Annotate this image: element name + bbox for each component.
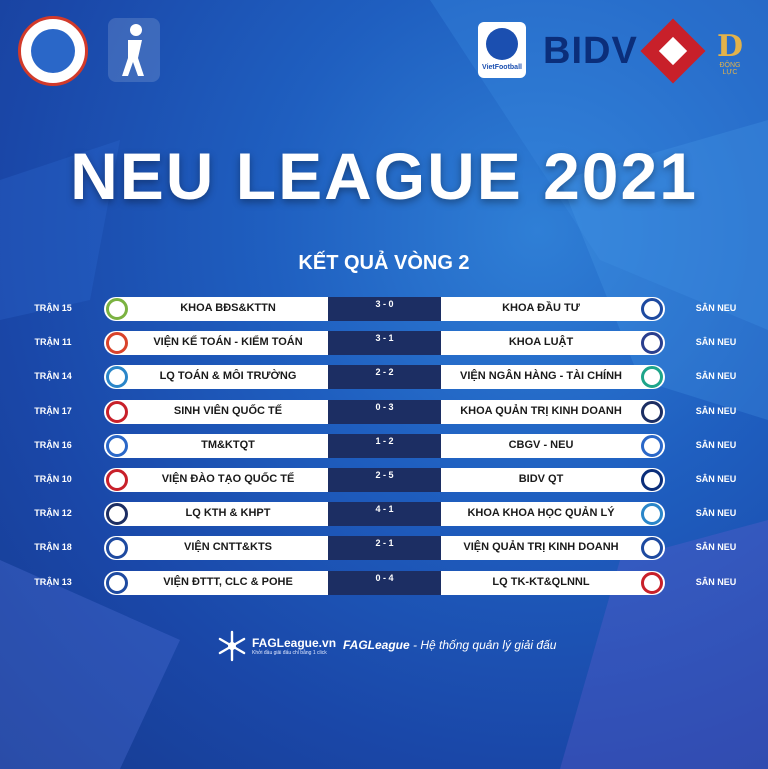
away-team-bar [441,536,665,560]
match-venue: SÂN NEU [695,473,737,484]
away-team-logo-icon [641,332,663,354]
home-team-logo-icon [106,332,128,354]
home-team-name: VIỆN KẾ TOÁN - KIỂM TOÁN [153,336,303,349]
sponsor-logos [0,14,768,94]
fagleague-snowflake-icon [216,630,248,662]
match-venue: SÂN NEU [695,405,737,416]
match-row [0,296,768,330]
away-team-name: CBGV - NEU [508,438,574,451]
home-team-logo-icon [106,401,128,423]
away-team-name: KHOA KHOA HỌC QUẢN LÝ [467,507,615,520]
match-number: TRẬN 12 [34,508,72,519]
score-box [328,571,441,595]
match-number: TRẬN 16 [34,439,72,450]
match-venue: SÂN NEU [695,508,737,519]
match-number: TRẬN 17 [34,405,72,416]
match-number: TRẬN 10 [34,473,72,484]
home-team-name: VIỆN CNTT&KTS [184,541,272,554]
round-subtitle: KẾT QUẢ VÒNG 2 [298,252,470,274]
score-box [328,468,441,492]
match-score: 3 - 1 [375,333,394,344]
home-team-bar [104,400,328,424]
match-row [0,535,768,569]
home-team-logo-icon [106,435,128,457]
home-team-logo-icon [106,366,128,388]
match-score: 4 - 1 [375,504,394,515]
fagleague-tagline: Khởi đầu giải đấu chỉ bằng 1 click [252,650,327,656]
match-venue: SÂN NEU [695,576,737,587]
match-number: TRẬN 15 [34,303,72,313]
match-venue: SÂN NEU [695,303,737,313]
match-venue: SÂN NEU [695,371,737,382]
away-team-name: VIỆN QUẢN TRỊ KINH DOANH [463,541,619,554]
home-team-bar [104,331,328,355]
match-row [0,330,768,364]
home-team-bar [104,365,328,389]
away-team-name: KHOA ĐẦU TƯ [502,302,580,314]
away-team-logo-icon [641,401,663,423]
match-venue: SÂN NEU [695,439,737,450]
score-box [328,536,441,560]
match-score: 2 - 2 [375,367,394,378]
home-team-name: VIỆN ĐTTT, CLC & POHE [163,575,293,588]
away-team-bar [441,571,665,595]
match-score: 2 - 5 [375,469,394,480]
away-team-logo-icon [641,435,663,457]
neu-university-logo [18,16,88,86]
home-team-bar [104,468,328,492]
score-box [328,331,441,355]
home-team-name: LQ KTH & KHPT [185,507,271,520]
away-team-bar [441,502,665,526]
score-box [328,297,441,321]
match-number: TRẬN 18 [34,542,72,553]
score-box [328,365,441,389]
away-team-bar [441,331,665,355]
league-player-logo [108,18,160,82]
match-row [0,501,768,535]
home-team-name: TM&KTQT [201,438,255,451]
away-team-name: LQ TK-KT&QLNNL [492,575,590,588]
home-team-bar [104,434,328,458]
away-team-bar [441,297,665,321]
vietfootball-logo [478,22,526,78]
away-team-logo-icon [641,366,663,388]
match-number: TRẬN 13 [34,576,72,587]
home-team-logo-icon [106,572,128,594]
match-number: TRẬN 14 [34,371,72,382]
away-team-logo-icon [641,537,663,559]
fagleague-description [343,638,556,652]
fagleague-desc-text: - Hệ thống quản lý giải đấu [409,638,557,652]
home-team-bar [104,502,328,526]
away-team-logo-icon [641,469,663,491]
dong-luc-logo: D ĐỘNG LỰC [712,32,748,76]
away-team-logo-icon [641,572,663,594]
away-team-bar [441,468,665,492]
home-team-bar [104,571,328,595]
match-venue: SÂN NEU [695,337,737,348]
home-team-name: VIỆN ĐÀO TẠO QUỐC TẾ [161,472,295,485]
away-team-bar [441,400,665,424]
home-team-logo-icon [106,298,128,320]
match-row [0,570,768,604]
score-box [328,502,441,526]
home-team-name: KHOA BĐS&KTTN [180,302,276,314]
match-score: 1 - 2 [375,435,394,446]
away-team-logo-icon [641,503,663,525]
home-team-name: SINH VIÊN QUỐC TẾ [173,404,283,417]
match-row [0,467,768,501]
home-team-bar [104,536,328,560]
away-team-logo-icon [641,298,663,320]
score-box [328,434,441,458]
home-team-logo-icon [106,537,128,559]
vietfootball-label: VietFootball [482,64,522,71]
match-score: 0 - 3 [375,401,394,412]
results-list [0,296,768,604]
match-score: 2 - 1 [375,538,394,549]
bidv-diamond-icon [640,18,705,83]
away-team-name: KHOA QUẢN TRỊ KINH DOANH [460,404,622,417]
bidv-logo-text: BIDV [543,30,638,72]
away-team-bar [441,365,665,389]
home-team-bar [104,297,328,321]
match-row [0,364,768,398]
fagleague-desc-brand: FAGLeague [343,638,410,652]
match-row [0,433,768,467]
footer [0,628,768,668]
match-row [0,399,768,433]
home-team-logo-icon [106,503,128,525]
away-team-bar [441,434,665,458]
home-team-logo-icon [106,469,128,491]
away-team-name: KHOA LUẬT [508,336,574,349]
dong-luc-label: ĐỘNG LỰC [719,62,741,76]
away-team-name: BIDV QT [518,472,564,485]
match-score: 0 - 4 [375,572,394,583]
away-team-name: VIỆN NGÂN HÀNG - TÀI CHÍNH [460,370,622,383]
score-box [328,400,441,424]
fagleague-brand: FAGLeague.vn [252,636,337,650]
match-number: TRẬN 11 [34,337,72,348]
match-score: 3 - 0 [375,299,394,309]
match-venue: SÂN NEU [695,542,737,553]
home-team-name: LQ TOÁN & MÔI TRƯỜNG [159,370,297,383]
page-title: NEU LEAGUE 2021 [70,139,698,213]
